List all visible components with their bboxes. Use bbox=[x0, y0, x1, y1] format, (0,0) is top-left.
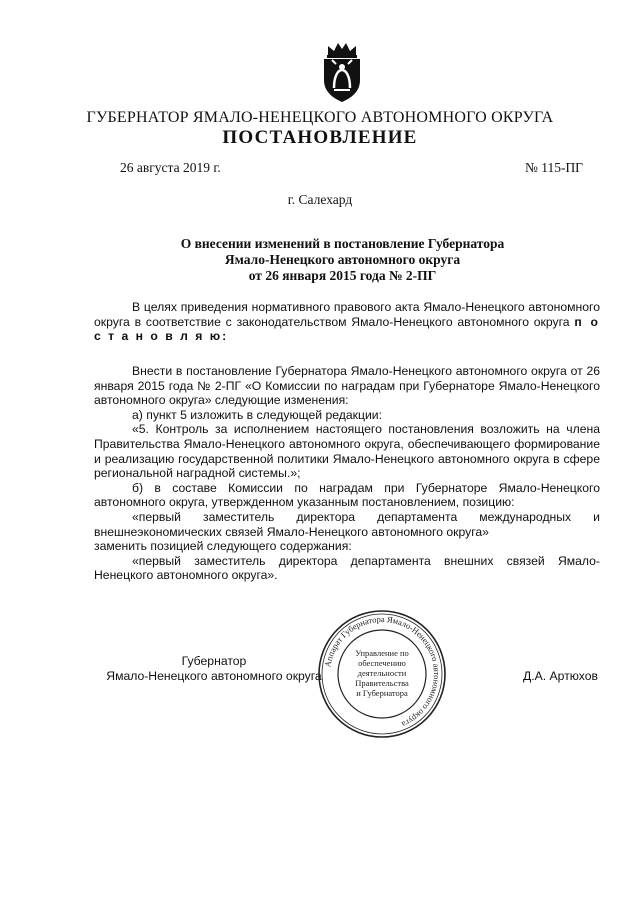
issuing-authority: ГУБЕРНАТОР ЯМАЛО-НЕНЕЦКОГО АВТОНОМНОГО ОКРУГА bbox=[86, 109, 554, 126]
document-type: ПОСТАНОВЛЕНИЕ bbox=[222, 127, 418, 148]
preamble-text: В целях приведения нормативного правового акта Ямало-Ненецкого автономного округа в соответствие с законодательством Ямало-Ненецкого автономного округа bbox=[94, 300, 600, 329]
document-title bbox=[120, 236, 565, 284]
signatory-title-line-2: Ямало-Ненецкого автономного округа bbox=[106, 668, 322, 683]
item-b-paragraph: б) в составе Комиссии по наградам при Губернаторе Ямало-Ненецкого автономного округа, утвержденном указанным постановлением, позицию: bbox=[94, 480, 600, 510]
signatory-title-line-1: Губернатор bbox=[181, 654, 247, 668]
decree-word: п о с т а н о в л я ю: bbox=[94, 314, 600, 344]
title-line-3: от 26 января 2015 года № 2-ПГ bbox=[248, 268, 437, 283]
signatory-name: Д.А. Артюхов bbox=[523, 669, 598, 683]
official-stamp-icon bbox=[316, 608, 448, 740]
stamp-line-1: Управление по bbox=[355, 648, 409, 658]
title-line-1: О внесении изменений в постановление Губернатора bbox=[180, 236, 505, 251]
item-a-quote-paragraph: «5. Контроль за исполнением настоящего постановления возложить на члена Правительства Ямало-Ненецкого автономного округа, обеспечивающего формирование и реализацию государственной политики Ямало-Ненецкого автономного округа в сфере региональной наградной системы.»; bbox=[94, 422, 600, 481]
document-number: № 115-ПГ bbox=[524, 160, 583, 175]
document-city: г. Салехард bbox=[287, 192, 353, 207]
title-line-2: Ямало-Ненецкого автономного округа bbox=[224, 252, 461, 267]
stamp-line-5: и Губернатора bbox=[356, 688, 408, 698]
item-a-paragraph: а) пункт 5 изложить в следующей редакции: bbox=[132, 407, 382, 422]
stamp-line-4: Правительства bbox=[355, 678, 409, 688]
item-b-replace-paragraph: заменить позицией следующего содержания: bbox=[94, 539, 352, 554]
signatory-title bbox=[94, 654, 334, 683]
amendments-section bbox=[94, 364, 600, 583]
stamp-line-3: деятельности bbox=[357, 668, 407, 678]
item-b-new-position: «первый заместитель директора департамента внешних связей Ямало-Ненецкого автономного округа». bbox=[94, 553, 600, 583]
document-date: 26 августа 2019 г. bbox=[120, 160, 221, 175]
stamp-line-2: обеспечению bbox=[358, 658, 406, 668]
item-b-old-position: «первый заместитель директора департамента международных и внешнеэкономических связей Ямало-Ненецкого автономного округа» bbox=[94, 509, 600, 539]
intro-paragraph: Внести в постановление Губернатора Ямало-Ненецкого автономного округа от 26 января 2015 года № 2-ПГ «О Комиссии по наградам при Губернаторе Ямало-Ненецкого автономного округа» следующие изменения: bbox=[94, 364, 600, 408]
preamble-section bbox=[94, 300, 600, 344]
coat-of-arms-emblem-icon bbox=[318, 40, 366, 104]
preamble-paragraph bbox=[94, 300, 600, 344]
stamp-ring-text: Аппарат Губернатора Ямало-Ненецкого автономного округа bbox=[322, 613, 443, 730]
